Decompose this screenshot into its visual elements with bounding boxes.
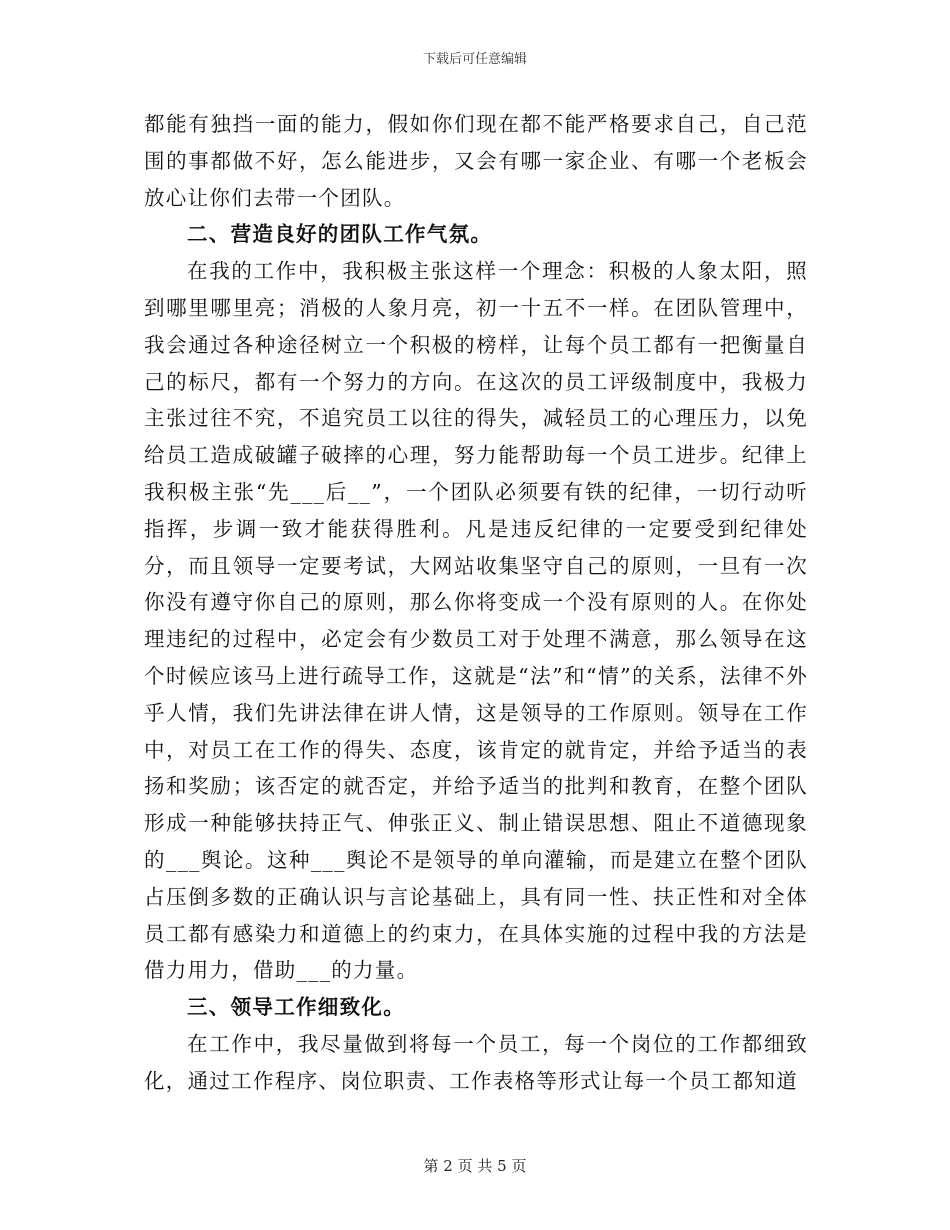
paragraph-continuation: 都能有独挡一面的能力，假如你们现在都不能严格要求自己，自己范围的事都做不好，怎么能进步，又会有哪一家企业、有哪一个老板会放心让你们去带一个团队。 [144,112,808,210]
page-number: 第 2 页 共 5 页 [423,1157,527,1175]
document-body [144,106,808,1100]
paragraph-detailed-leadership: 在工作中，我尽量做到将每一个员工，每一个岗位的工作都细致化，通过工作程序、岗位职责、工作表格等形式让每一个员工都知道 [144,1031,808,1093]
page-header: 下载后可任意编辑 [422,52,527,67]
section-heading-3: 三、领导工作细致化。 [187,995,405,1020]
paragraph-team-atmosphere: 在我的工作中，我积极主张这样一个理念：积极的人象太阳，照到哪里哪里亮；消极的人象月亮，初一十五不一样。在团队管理中，我会通过各种途径树立一个积极的榜样，让每个员工都有一把衡量自己的标尺，都有一个努力的方向。在这次的员工评级制度中，我极力主张过往不究，不追究员工以往的得失，减轻员工的心理压力，以免给员工造成破罐子破摔的心理，努力能帮助每一个员工进步。纪律上我积极主张“先___后__”，一个团队必须要有铁的纪律，一切行动听指挥，步调一致才能获得胜利。凡是违反纪律的一定要受到纪律处分，而且领导一定要考试，大网站收集坚守自己的原则，一旦有一次你没有遵守你自己的原则，那么你将变成一个没有原则的人。在你处理违纪的过程中，必定会有少数员工对于处理不满意，那么领导在这个时候应该马上进行疏导工作，这就是“法”和“情”的关系，法律不外乎人情，我们先讲法律在讲人情，这是领导的工作原则。领导在工作中，对员工在工作的得失、态度，该肯定的就肯定，并给予适当的表扬和奖励；该否定的就否定，并给予适当的批判和教育，在整个团队形成一种能够扶持正气、伸张正义、制止错误思想、阻止不道德现象的___舆论。这种___舆论不是领导的单向灌输，而是建立在整个团队占压倒多数的正确认识与言论基础上，具有同一性、扶正性和对全体员工都有感染力和道德上的约束力，在具体实施的过程中我的方法是借力用力，借助___的力量。 [144,259,808,983]
section-heading-2: 二、营造良好的团队工作气氛。 [187,222,493,247]
